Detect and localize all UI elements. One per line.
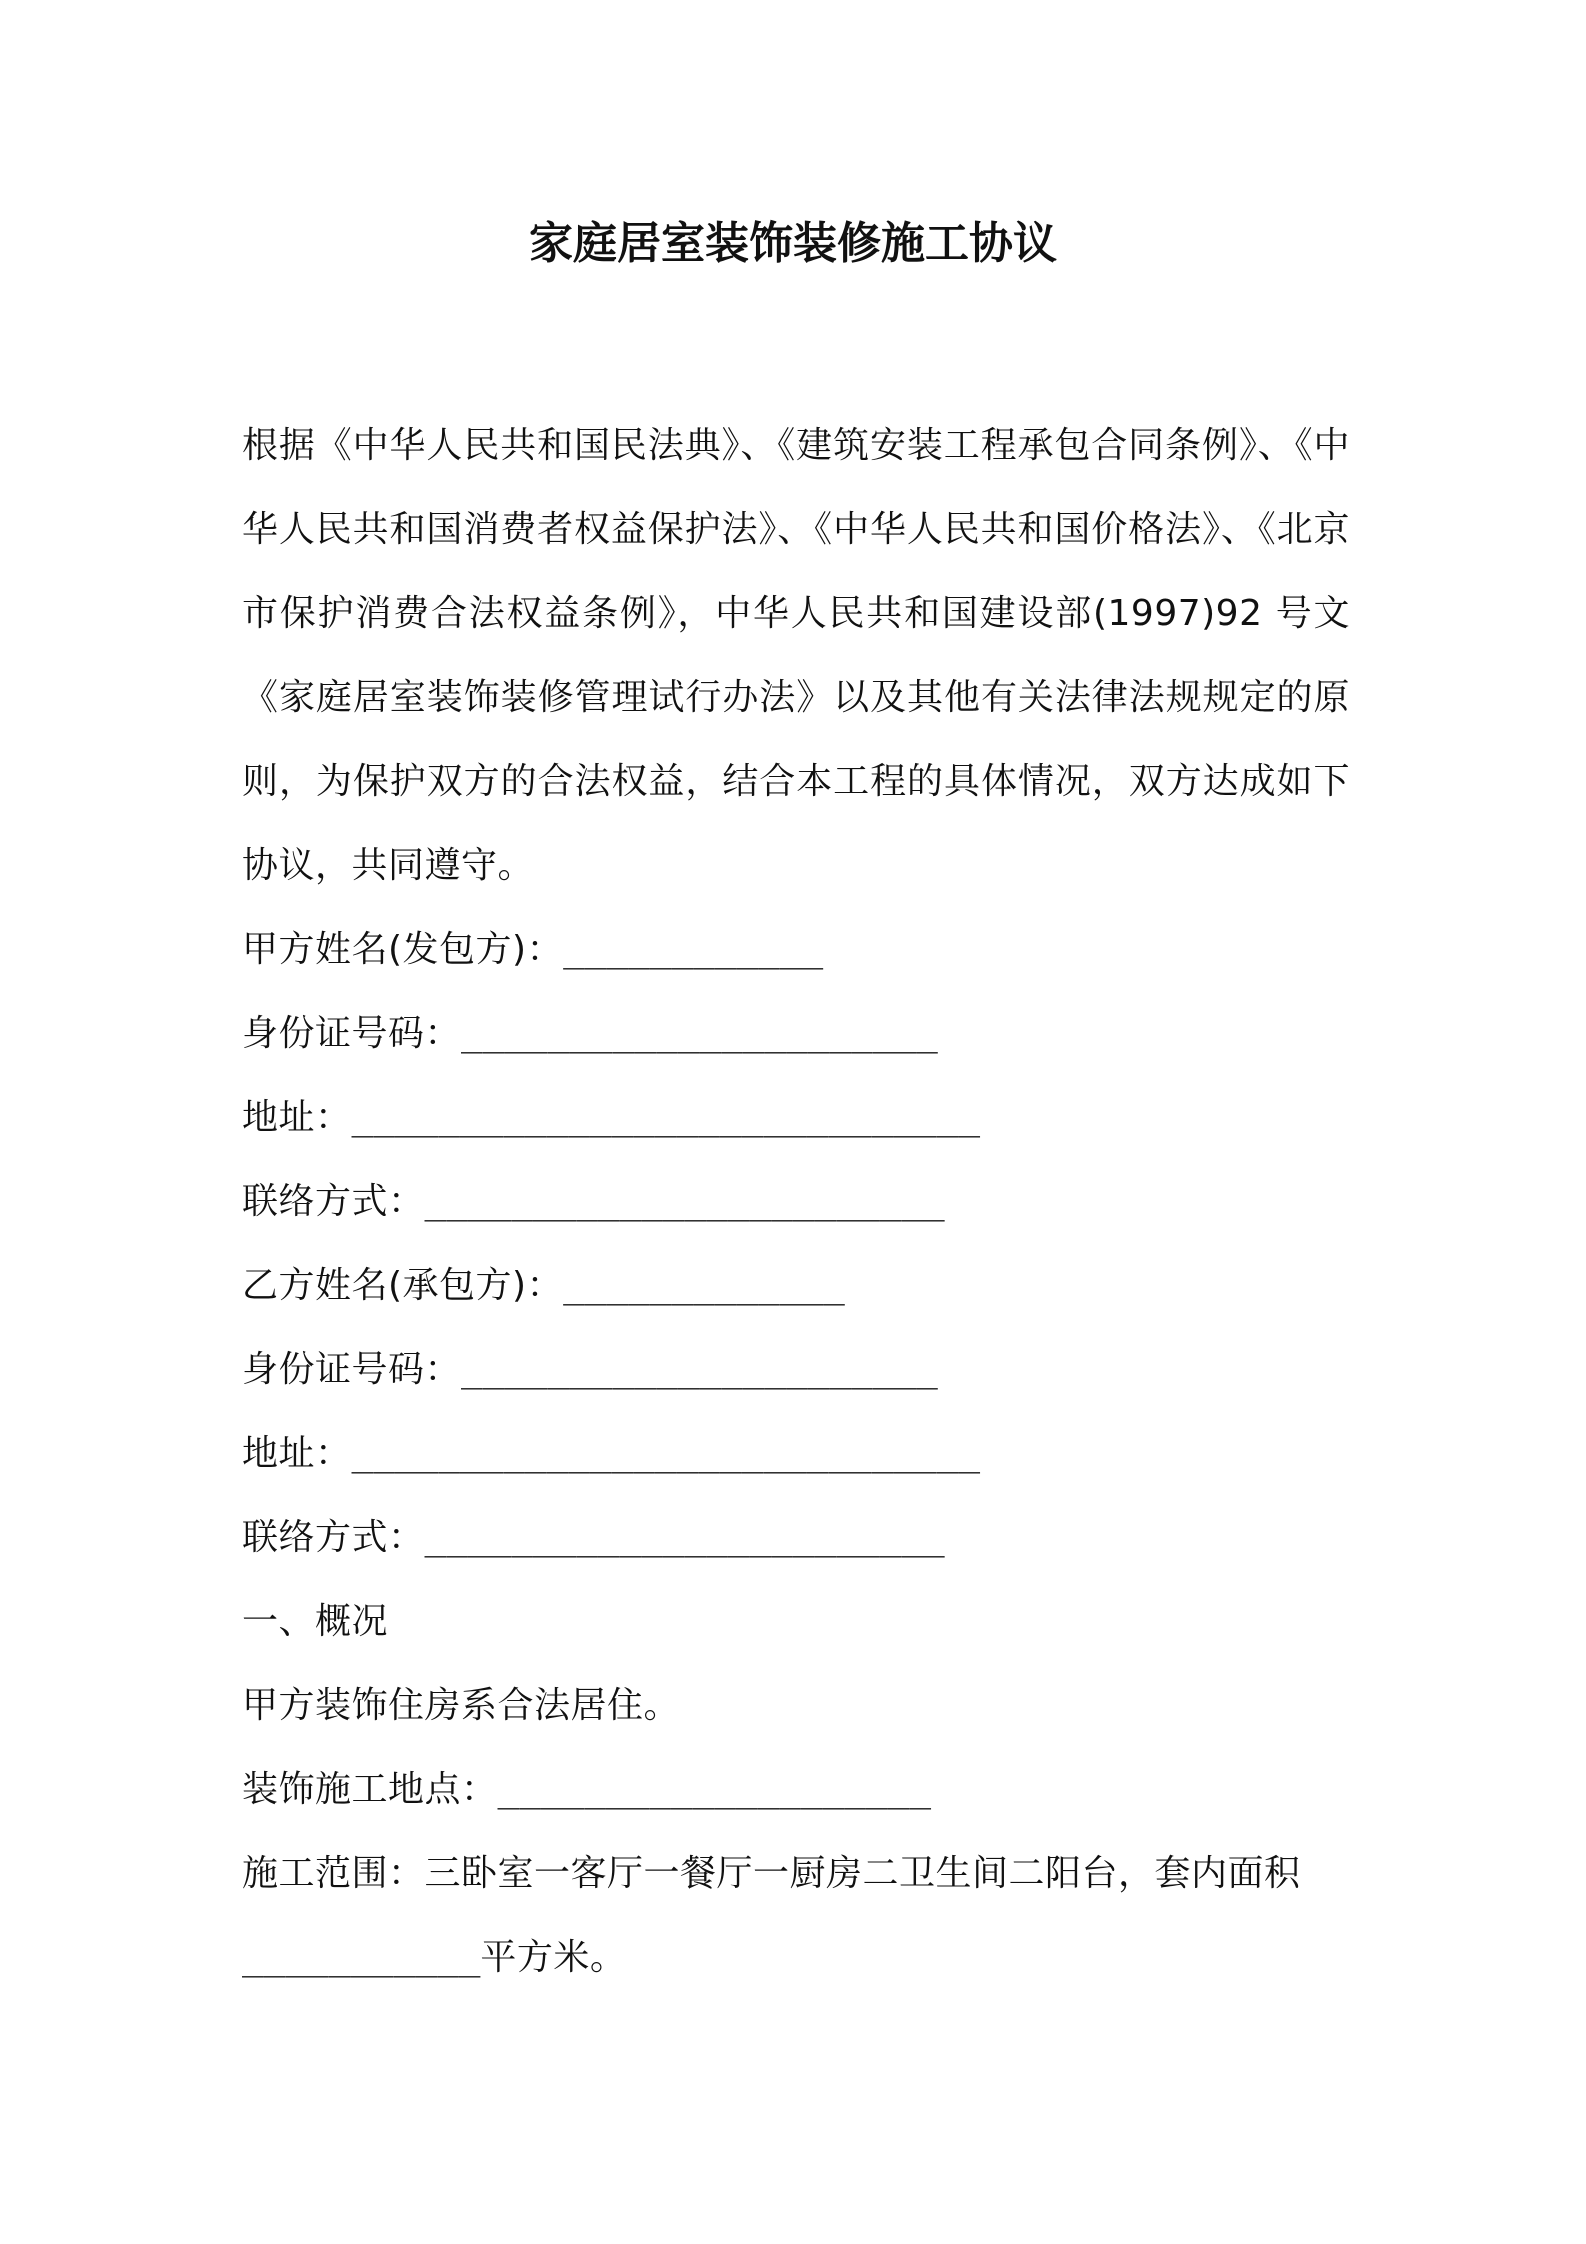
- party-b-address-line: [242, 1412, 1350, 1496]
- party-a-contact-line: [242, 1160, 1350, 1244]
- document-title: 家庭居室装饰装修施工协议: [529, 218, 1057, 269]
- party-b-address-blank: _____________________________: [351, 1433, 981, 1474]
- party-b-contact-label: 联络方式：: [242, 1517, 425, 1558]
- construction-area-blank: ___________: [242, 1937, 481, 1978]
- party-a-name-blank: ____________: [563, 929, 824, 970]
- construction-scope-line: 施工范围：三卧室一客厅一餐厅一厨房二卫生间二阳台，套内面积: [242, 1853, 1301, 1894]
- party-b-address-label: 地址：: [242, 1433, 352, 1474]
- party-a-name-line: [242, 908, 1350, 992]
- construction-location-line: [242, 1748, 1350, 1832]
- party-b-contact-blank: ________________________: [424, 1517, 945, 1558]
- party-b-name-line: [242, 1244, 1350, 1328]
- section-1-heading: 一、概况: [242, 1601, 389, 1642]
- party-a-contact-blank: ________________________: [424, 1181, 945, 1222]
- construction-area-unit: 平方米。: [480, 1937, 627, 1978]
- section-1-statement: 甲方装饰住房系合法居住。: [242, 1685, 681, 1726]
- party-b-name-label: 乙方姓名(承包方)：: [242, 1265, 564, 1306]
- intro-paragraph: 根据《中华人民共和国民法典》、《建筑安装工程承包合同条例》、《中华人民共和国消费者权益保护法》、《中华人民共和国价格法》、《北京市保护消费合法权益条例》，中华人民共和国建设部(1997)92 号文《家庭居室装饰装修管理试行办法》以及其他有关法律法规规定的原则，为保护双方的合法权益，结合本工程的具体情况，双方达成如下协议，共同遵守。: [242, 425, 1350, 886]
- party-a-address-blank: _____________________________: [351, 1097, 981, 1138]
- party-b-name-blank: _____________: [563, 1265, 845, 1306]
- party-a-name-label: 甲方姓名(发包方)：: [242, 929, 564, 970]
- party-a-id-line: [242, 992, 1350, 1076]
- construction-location-label: 装饰施工地点：: [242, 1769, 498, 1810]
- party-b-id-label: 身份证号码：: [242, 1349, 462, 1390]
- party-b-contact-line: [242, 1496, 1350, 1580]
- party-b-id-blank: ______________________: [461, 1349, 938, 1390]
- party-a-address-label: 地址：: [242, 1097, 352, 1138]
- party-a-id-blank: ______________________: [461, 1013, 938, 1054]
- construction-location-blank: ____________________: [497, 1769, 931, 1810]
- party-a-id-label: 身份证号码：: [242, 1013, 462, 1054]
- party-a-address-line: [242, 1076, 1350, 1160]
- construction-area-line: [242, 1916, 1350, 2000]
- document-body: [242, 404, 1350, 2000]
- party-b-id-line: [242, 1328, 1350, 1412]
- party-a-contact-label: 联络方式：: [242, 1181, 425, 1222]
